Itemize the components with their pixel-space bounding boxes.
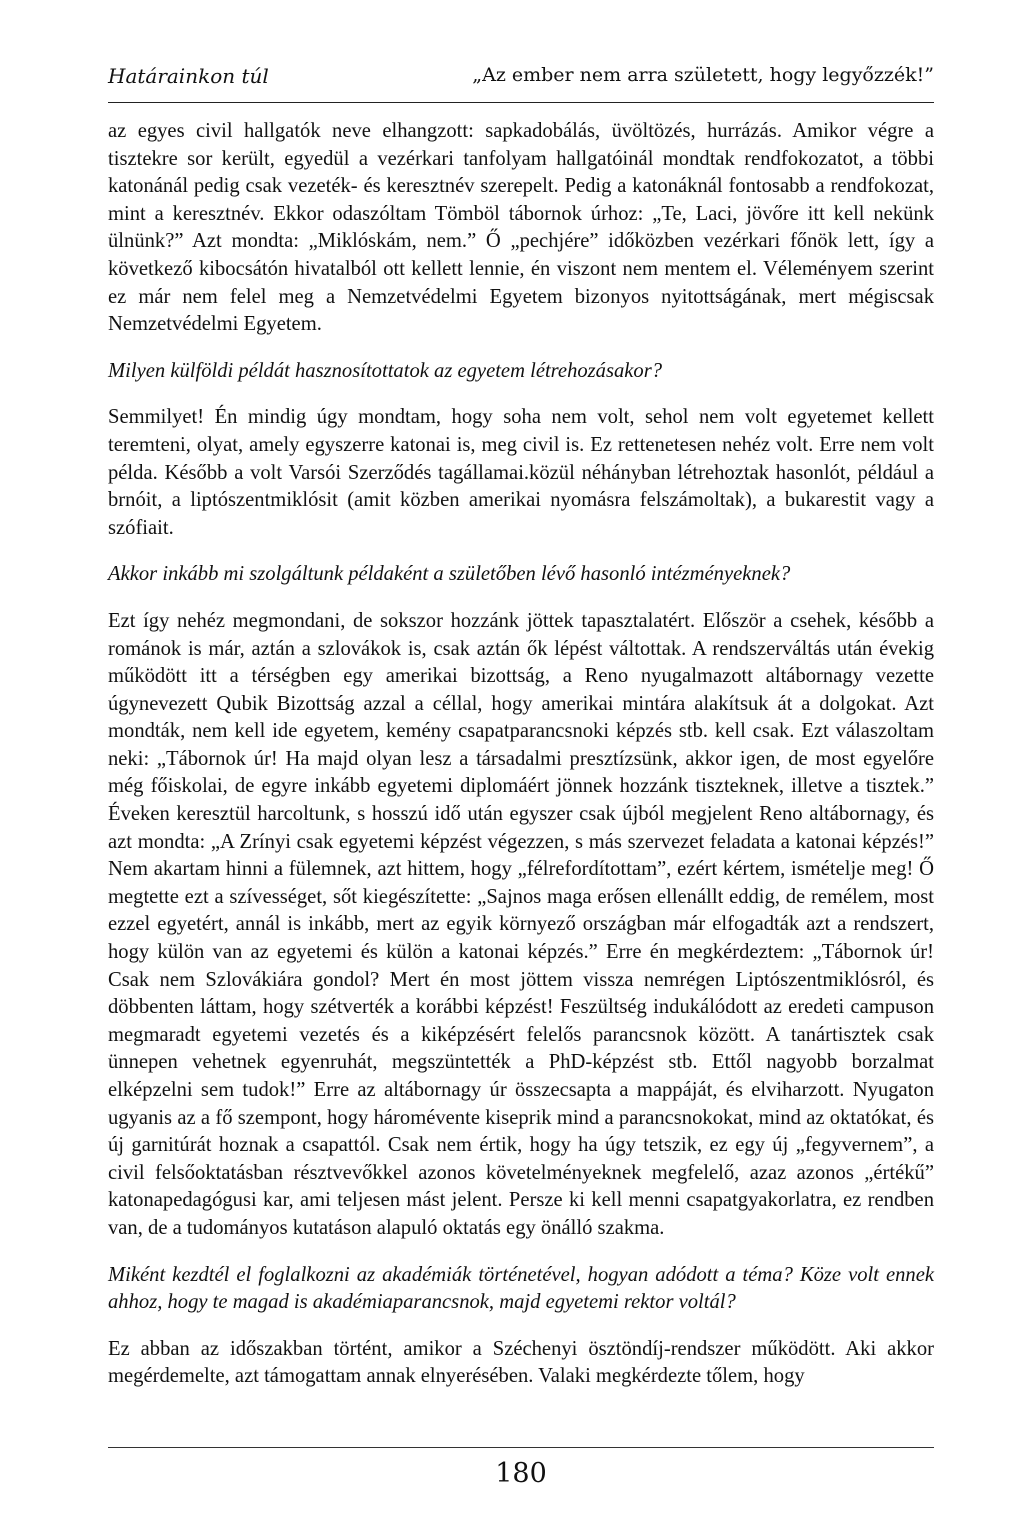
page-number: 180 <box>495 1458 547 1489</box>
footer-rule <box>108 1447 934 1448</box>
question-paragraph: Miként kezdtél el foglalkozni az akadémiák történetével, hogyan adódott a téma? Köze volt ennek ahhoz, hogy te magad is akadémiaparancsnok, majd egyetemi rektor voltál? <box>108 1263 934 1314</box>
section-title: Határainkon túl <box>108 64 269 88</box>
question-paragraph: Akkor inkább mi szolgáltunk példaként a születőben lévő hasonló intézményeknek? <box>108 563 791 586</box>
chapter-title: „Az ember nem arra született, hogy legyőzzék!” <box>472 64 934 86</box>
page-body <box>108 118 934 1410</box>
question-paragraph: Milyen külföldi példát hasznosítottatok az egyetem létrehozásakor? <box>108 359 663 382</box>
answer-paragraph: az egyes civil hallgatók neve elhangzott: sapkadobálás, üvöltözés, hurrázás. Amikor végre a tisztekre sor került, egyedül a vezérkari tanfolyam hallgatóinál mondtak rendfokozatot, a többi katonánál pedig csak vezeték- és keresztnév szerepelt. Pedig a katonáknál fontosabb a rendfokozat, mint a keresztnév. Ekkor odaszóltam Tömböl tábornok úrhoz: „Te, Laci, jövőre itt kell nekünk ülnünk?” Azt mondta: „Miklóskám, nem.” Ő „pechjére” időközben vezérkari főnök lett, így a következő kibocsátón hivatalból ott kellett lennie, én viszont nem mentem el. Véleményem szerint ez már nem felel meg a Nemzetvédelmi Egyetem bizonyos nyitottságának, mert mégiscsak Nemzetvédelmi Egyetem. <box>108 120 934 336</box>
running-header <box>108 64 934 103</box>
answer-paragraph: Semmilyet! Én mindig úgy mondtam, hogy soha nem volt, sehol nem volt egyetemet kellett teremteni, olyat, amely egyszerre katonai is, meg civil is. Ez rettenetesen nehéz volt. Erre nem volt példa. Később a volt Varsói Szerződés tagállamai.közül néhányban létrehoztak hasonlót, például a brnóit, a liptószentmiklósit (amit közben amerikai nyomásra felszámoltak), a bukarestit vagy a szófiait. <box>108 406 934 539</box>
answer-paragraph: Ez abban az időszakban történt, amikor a Széchenyi ösztöndíj-rendszer működött. Aki akkor megérdemelte, azt támogattam annak elnyerésében. Valaki megkérdezte tőlem, hogy <box>108 1337 934 1388</box>
answer-paragraph: Ezt így nehéz megmondani, de sokszor hozzánk jöttek tapasztalatért. Először a csehek, később a románok is már, aztán a szlovákok is, csak aztán ők lépést váltottak. A rendszerváltás után évekig működött itt a térségben egy amerikai bizottság, a Reno nyugalmazott altábornagy vezette úgynevezett Qubik Bizottság azzal a céllal, hogy amerikai mintára alakítsuk át a dolgokat. Azt mondták, nem kell ide egyetem, kemény csapatparancsnoki képzés stb. kell csak. Ezt válaszoltam neki: „Tábornok úr! Ha majd olyan lesz a társadalmi presztízsünk, akkor igen, de most egyelőre még főiskolai, de egyre inkább egyetemi diplomáért jönnek hozzánk tiszteknek, illetve a tisztek.” Éveken keresztül harcoltunk, s hosszú idő után egyszer csak újból megjelent Reno altábornagy, és azt mondta: „A Zrínyi csak egyetemi képzést végezzen, s más szervezet feladata a katonai képzés!” Nem akartam hinni a fülemnek, azt hittem, hogy „félrefordítottam”, ezért kértem, ismételje meg! Ő megtette ezt a szívességet, sőt kiegészítette: „Sajnos maga erősen ellenállt eddig, de remélem, most ezzel egyetért, annál is inkább, mert az egyik környező országban már elfogadták azt a rendszert, hogy külön van az egyetemi és külön a katonai képzés.” Erre én megkérdeztem: „Tábornok úr! Csak nem Szlovákiára gondol? Mert én most jöttem vissza nemrégen Liptószentmiklósról, és döbbenten láttam, hogy szétverték a korábbi képzést! Feszültség indukálódott az eredeti campuson megmaradt egyetemi vezetés és a kiképzésért felelős parancsnok között. A tanártisztek csak ünnepen vehetnek egyenruhát, megszüntették a PhD-képzést stb. Ettől nagyobb borzalmat elképzelni sem tudok!” Erre az altábornagy úr összecsapta a mappáját, és elviharzott. Nyugaton ugyanis az a fő szempont, hogy háromévente kiseprik mind a parancsnokokat, mind az oktatókat, és új garnitúrát hoznak a csapattól. Csak nem értik, hogy ha úgy tetszik, ez egy új „fegyvernem”, a civil felsőoktatásban résztvevőkkel azonos követelményeknek megfelelő, azaz azonos „értékű” katonapedagógusi kar, ami teljesen mást jelent. Persze ki kell menni csapatgyakorlatra, ez rendben van, de a tudományos kutatáson alapuló oktatás egy önálló szakma. <box>108 609 934 1239</box>
